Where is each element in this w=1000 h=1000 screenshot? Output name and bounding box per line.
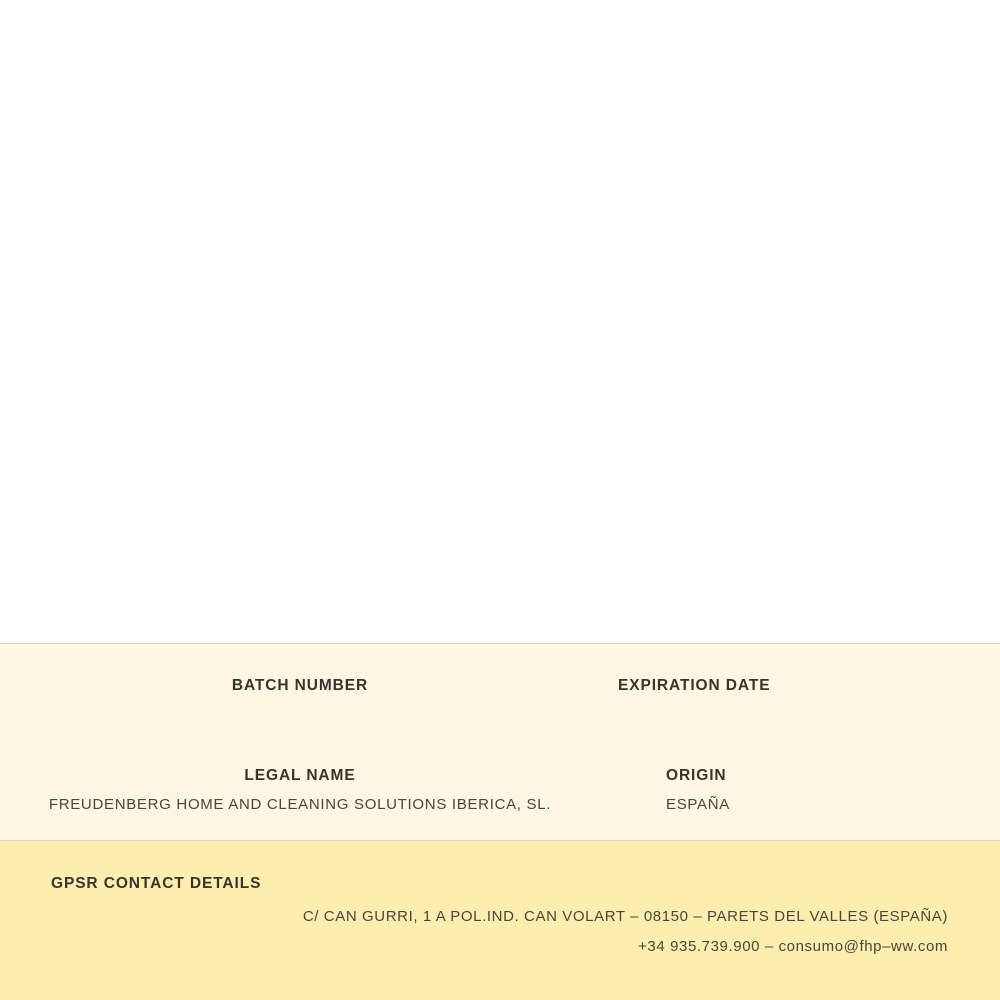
gpsr-phone-email: +34 935.739.900 – consumo@fhp–ww.com xyxy=(638,938,948,955)
origin-value: ESPAÑA xyxy=(666,796,730,813)
batch-number-label: BATCH NUMBER xyxy=(231,677,369,694)
legal-origin-value-row xyxy=(0,796,1000,813)
expiration-date-label: EXPIRATION DATE xyxy=(618,677,771,694)
origin-value-cell xyxy=(600,796,1000,813)
origin-label: ORIGIN xyxy=(666,767,727,784)
origin-label-cell xyxy=(600,767,1000,785)
batch-number-field xyxy=(0,677,600,695)
expiration-date-field xyxy=(600,677,1000,695)
gpsr-address: C/ CAN GURRI, 1 A POL.IND. CAN VOLART – 08150 – PARETS DEL VALLES (ESPAÑA) xyxy=(302,908,948,925)
gpsr-contact-lines xyxy=(303,902,948,962)
gpsr-contact-panel xyxy=(0,841,1000,1000)
product-details-panel xyxy=(0,644,1000,841)
legal-name-label: LEGAL NAME xyxy=(244,767,356,784)
legal-origin-label-row xyxy=(0,767,1000,785)
legal-name-value: FREUDENBERG HOME AND CLEANING SOLUTIONS IBERICA, SL. xyxy=(48,796,552,813)
legal-name-label-cell xyxy=(0,767,600,785)
legal-name-value-cell xyxy=(0,796,600,813)
batch-expiration-row xyxy=(0,677,1000,695)
gpsr-contact-title: GPSR CONTACT DETAILS xyxy=(51,875,262,892)
